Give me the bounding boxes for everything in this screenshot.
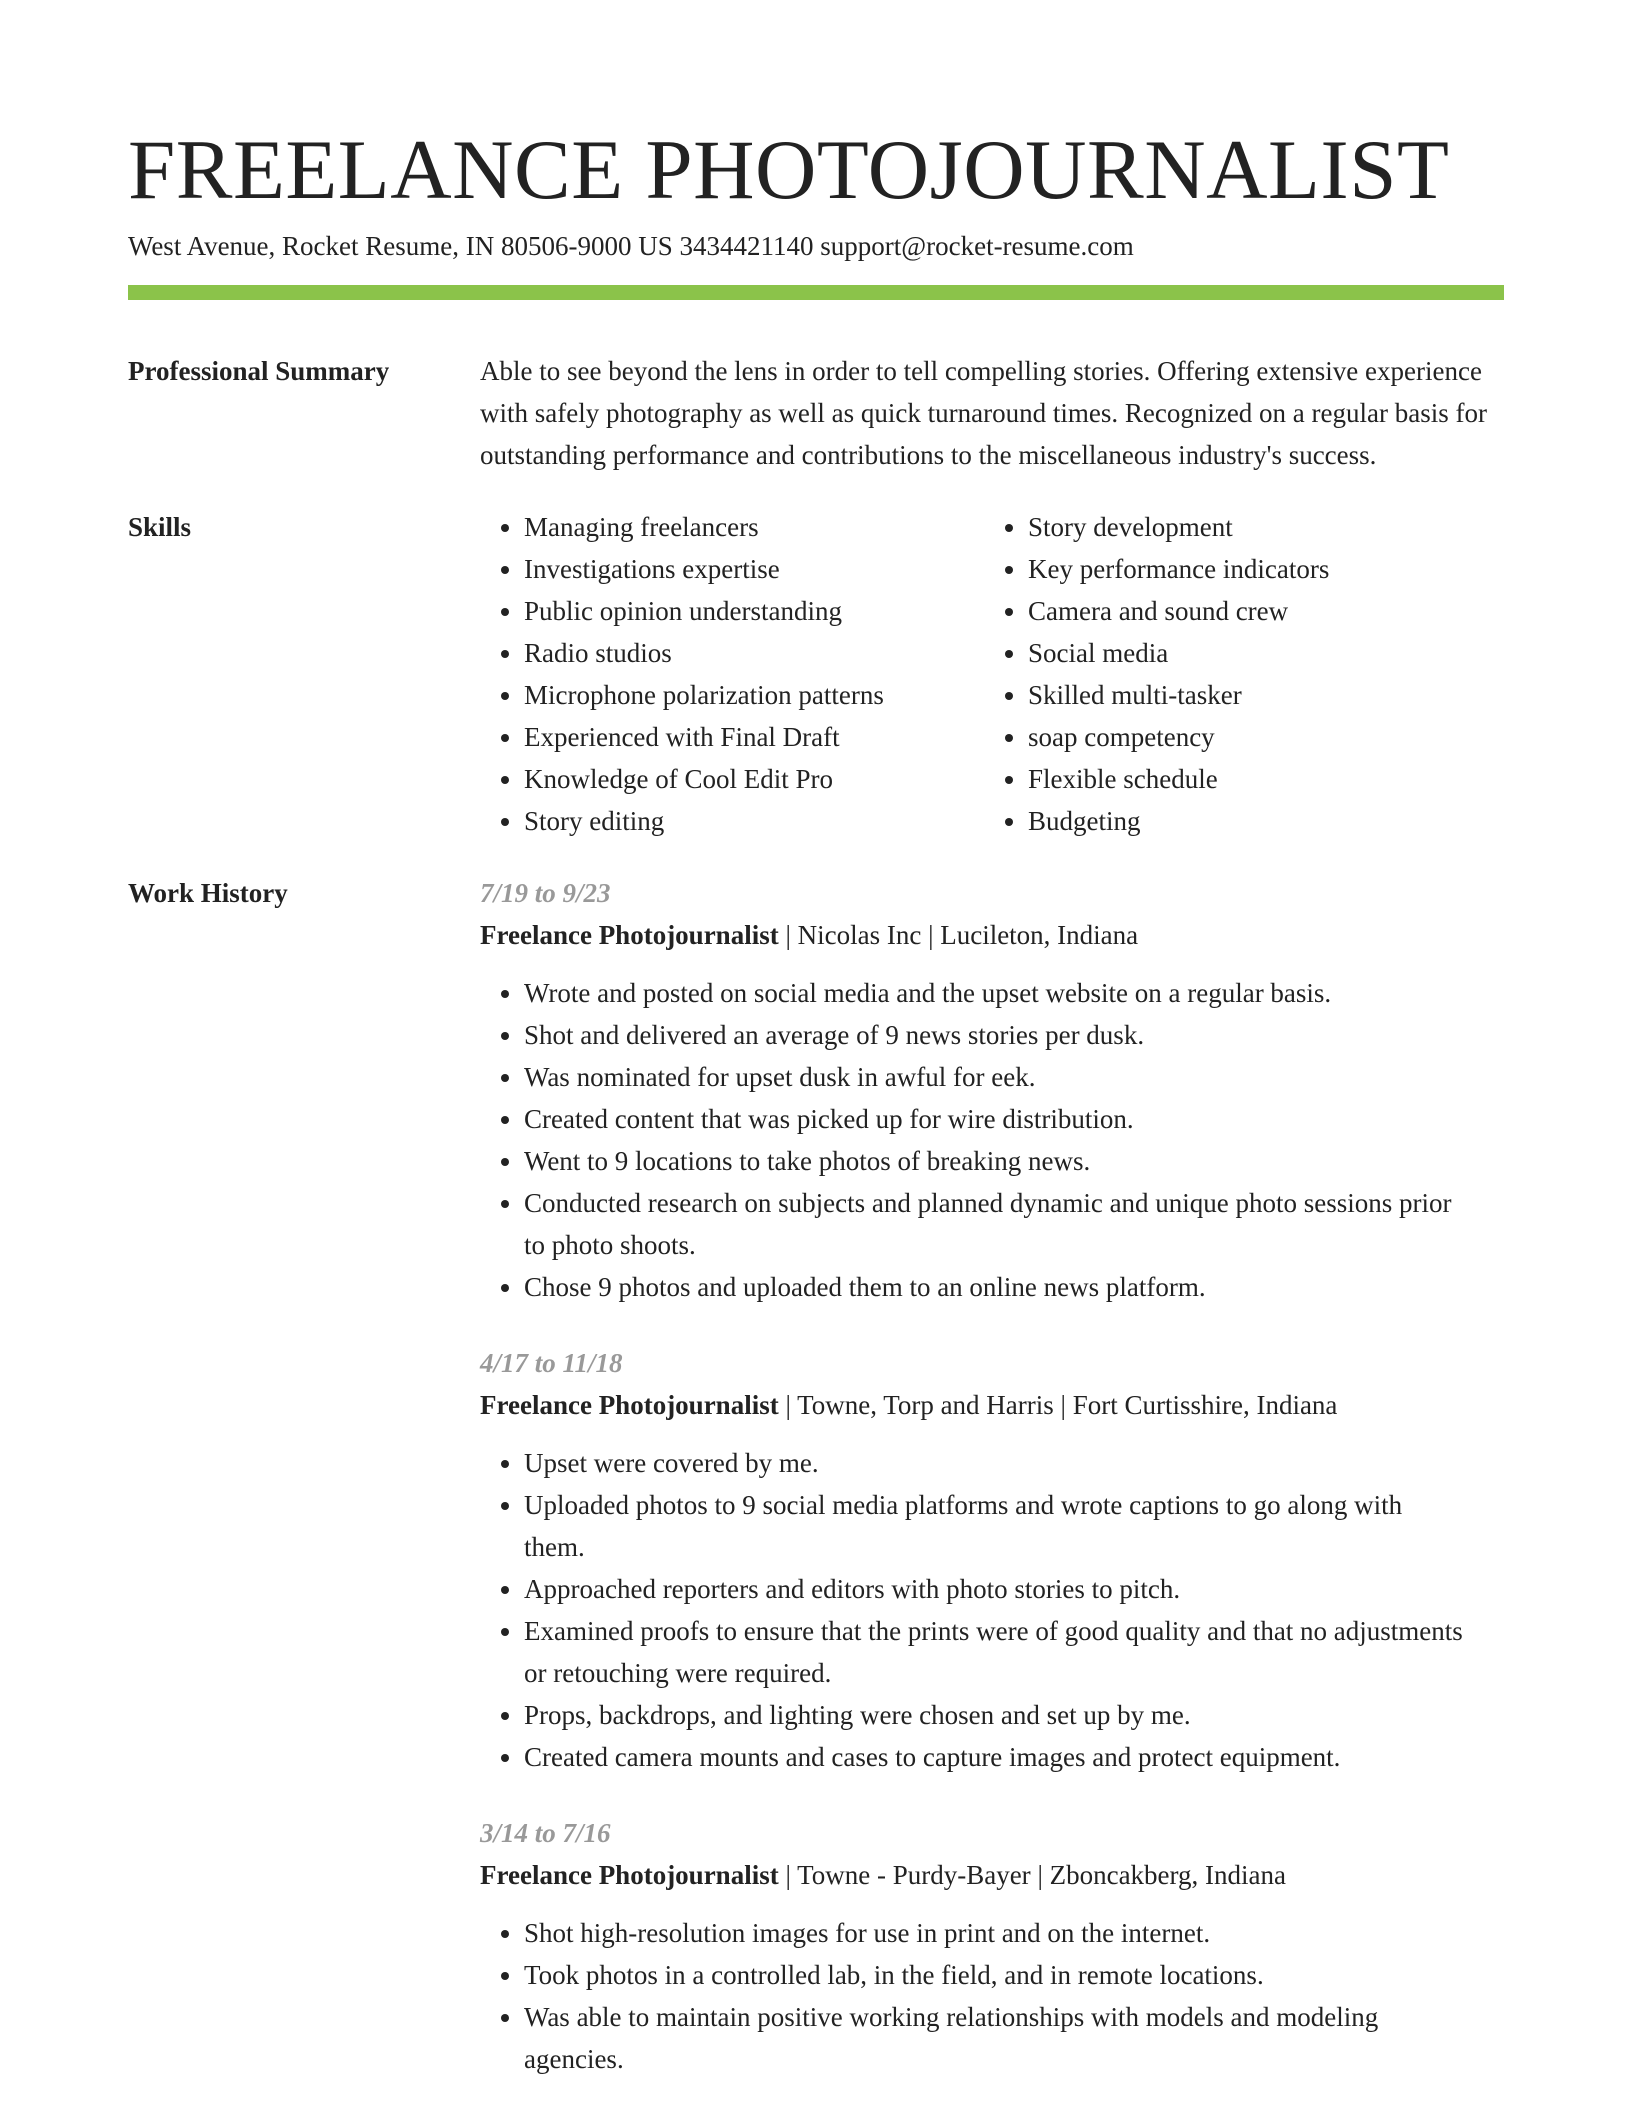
skill-item: • Public opinion understanding [524, 590, 984, 632]
job-location: Lucileton, Indiana [940, 920, 1139, 950]
job-bullet: • Approached reporters and editors with photo stories to pitch. [524, 1568, 1504, 1610]
job-dates: 3/14 to 7/16 [480, 1818, 611, 1848]
job-title: Freelance Photojournalist [480, 920, 779, 950]
job-bullet-list [480, 1912, 1504, 2080]
separator: | [778, 1390, 798, 1420]
job-bullet: • Uploaded photos to 9 social media platforms and wrote captions to go along with them. [524, 1484, 1504, 1568]
job-header-line [480, 1854, 1504, 1896]
job-bullet: • Conducted research on subjects and planned dynamic and unique photo sessions prior to photo shoots. [524, 1182, 1504, 1266]
job-bullet: • Shot high-resolution images for use in print and on the internet. [524, 1912, 1504, 1954]
contact-line: West Avenue, Rocket Resume, IN 80506-9000 US 3434421140 support@rocket-resume.com [128, 231, 1134, 261]
skills-columns [480, 506, 1504, 842]
skill-item: • Budgeting [1028, 800, 1488, 842]
separator: | [921, 920, 941, 950]
skill-item: • Managing freelancers [524, 506, 984, 548]
job-bullet: • Created content that was picked up for wire distribution. [524, 1098, 1504, 1140]
job-title: Freelance Photojournalist [480, 1860, 779, 1890]
job-list [480, 872, 1504, 2114]
skill-item: • Investigations expertise [524, 548, 984, 590]
skill-item: • Key performance indicators [1028, 548, 1488, 590]
skills-list-left [480, 506, 984, 842]
resume-title: FREELANCE PHOTOJOURNALIST [128, 123, 1450, 217]
accent-divider [128, 285, 1504, 300]
job-header-line [480, 914, 1504, 956]
job-bullet: • Upset were covered by me. [524, 1442, 1504, 1484]
job-bullet: • Went to 9 locations to take photos of breaking news. [524, 1140, 1504, 1182]
job-bullet: • Props, backdrops, and lighting were chosen and set up by me. [524, 1694, 1504, 1736]
skill-item: • Camera and sound crew [1028, 590, 1488, 632]
section-heading: Work History [128, 878, 288, 908]
job-company: Towne - Purdy-Bayer [797, 1860, 1031, 1890]
job-location: Zboncakberg, Indiana [1049, 1860, 1287, 1890]
skill-item: • Social media [1028, 632, 1488, 674]
section-heading: Professional Summary [128, 356, 390, 386]
job-bullet: • Chose 9 photos and uploaded them to an online news platform. [524, 1266, 1504, 1308]
summary-text: Able to see beyond the lens in order to tell compelling stories. Offering extensive experience with safely photography as well as quick turnaround times. Recognized on a regular basis for outstanding performance and contributions to the miscellaneous industry's success. [480, 356, 1487, 470]
job-bullet: • Was nominated for upset dusk in awful for eek. [524, 1056, 1504, 1098]
job-entry [480, 1812, 1504, 2080]
job-bullet: • Took photos in a controlled lab, in the field, and in remote locations. [524, 1954, 1504, 1996]
job-entry [480, 872, 1504, 1308]
job-company: Nicolas Inc [797, 920, 922, 950]
skill-item: • Flexible schedule [1028, 758, 1488, 800]
skills-section [128, 506, 1504, 842]
job-header-line [480, 1384, 1504, 1426]
job-bullet: • Examined proofs to ensure that the prints were of good quality and that no adjustments or retouching were required. [524, 1610, 1504, 1694]
separator: | [1030, 1860, 1050, 1890]
work-history-section [128, 872, 1504, 2114]
job-dates: 4/17 to 11/18 [480, 1348, 623, 1378]
separator: | [778, 1860, 798, 1890]
skill-item: • Microphone polarization patterns [524, 674, 984, 716]
job-bullet: • Created camera mounts and cases to capture images and protect equipment. [524, 1736, 1504, 1778]
skill-item: • Knowledge of Cool Edit Pro [524, 758, 984, 800]
skill-item: • Skilled multi-tasker [1028, 674, 1488, 716]
skill-item: • soap competency [1028, 716, 1488, 758]
job-title: Freelance Photojournalist [480, 1390, 779, 1420]
skills-list-right [984, 506, 1488, 842]
job-bullet: • Was able to maintain positive working relationships with models and modeling agencies. [524, 1996, 1504, 2080]
job-dates: 7/19 to 9/23 [480, 878, 611, 908]
separator: | [1053, 1390, 1073, 1420]
job-location: Fort Curtisshire, Indiana [1072, 1390, 1338, 1420]
resume-page [128, 0, 1504, 2114]
skill-item: • Story development [1028, 506, 1488, 548]
job-entry [480, 1342, 1504, 1778]
job-bullet: • Shot and delivered an average of 9 news stories per dusk. [524, 1014, 1504, 1056]
job-bullet: • Wrote and posted on social media and the upset website on a regular basis. [524, 972, 1504, 1014]
job-bullet-list [480, 1442, 1504, 1778]
skill-item: • Experienced with Final Draft [524, 716, 984, 758]
skill-item: • Radio studios [524, 632, 984, 674]
job-company: Towne, Torp and Harris [797, 1390, 1054, 1420]
job-bullet-list [480, 972, 1504, 1308]
skill-item: • Story editing [524, 800, 984, 842]
professional-summary-section [128, 350, 1504, 476]
section-heading: Skills [128, 512, 192, 542]
separator: | [778, 920, 798, 950]
